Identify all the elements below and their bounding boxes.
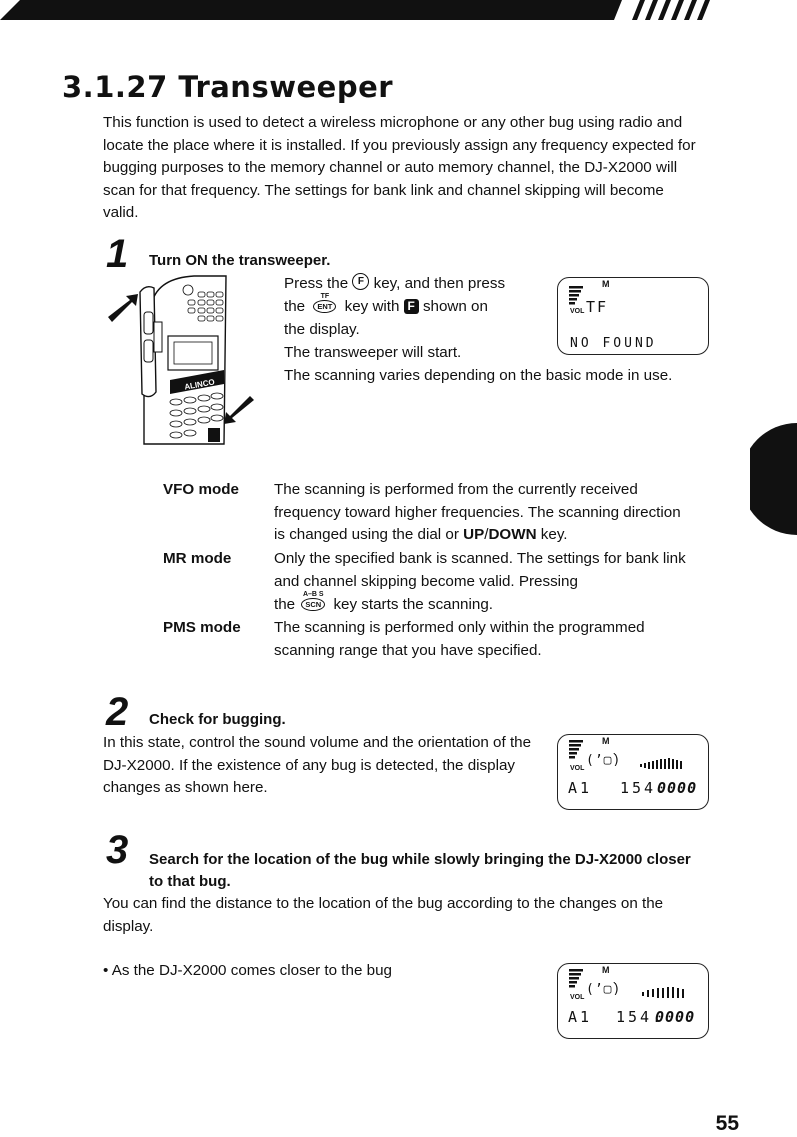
mr-mode-label: MR mode <box>163 550 232 567</box>
step-3-bullet: • As the DJ-X2000 comes closer to the bug <box>103 962 392 979</box>
ent-key-icon: TF ENT <box>313 300 336 313</box>
mr-mode-text: Only the specified bank is scanned. The settings for bank link and channel skipping become valid. Pressing <box>274 550 686 590</box>
step-3-title: Search for the location of the bug while slowly bringing the DJ-X2000 closer to that bug. <box>149 851 691 890</box>
volume-bars-icon <box>569 740 585 762</box>
step-2-title: Check for bugging. <box>149 711 286 728</box>
step-1-text-e: The scanning varies depending on the basic mode in use. <box>284 367 673 384</box>
page-number: 55 <box>715 1112 739 1135</box>
lcd-display-3: VOL M (’▢̀) A1 154. 0000 <box>557 963 709 1039</box>
step-1-text-c: the display. <box>284 321 360 338</box>
step-1-text-d: The transweeper will start. <box>284 344 462 361</box>
section-heading: 3.1.27 Transweeper <box>62 70 394 104</box>
vfo-mode-label: VFO mode <box>163 481 239 498</box>
signal-meter-icon <box>642 986 692 1000</box>
signal-meter-icon <box>640 757 690 771</box>
scn-key-icon: A–B S SCN <box>302 591 324 610</box>
step-3-text: You can find the distance to the location of the bug according to the changes on the display. <box>103 895 664 935</box>
vfo-mode-text: The scanning is performed from the currently received frequency toward higher frequencies. The scanning direction is changed using the dial or UP/DOWN key. <box>274 481 681 544</box>
radio-brand: ALINCO <box>183 377 216 392</box>
step-2-text: In this state, control the sound volume and the orientation of the DJ-X2000. If the existence of any bug is detected, the display changes as shown here. <box>103 734 532 797</box>
intro-paragraph: This function is used to detect a wireless microphone or any other bug using radio and locate the place where it is installed. If you previously assign any frequency expected for bugging purposes to the memory channel or auto memory channel, the DJ-X2000 will scan for that frequency. The settings for bank link and channel skipping will become valid. <box>103 114 696 222</box>
step-1-number: 1 <box>106 232 129 276</box>
lcd-display-2: VOL M (’▢̀) A1 154. 0000 <box>557 734 709 810</box>
arrow-left-icon <box>108 294 138 322</box>
mr-mode-text-b: the A–B S SCN key starts the scanning. <box>274 591 493 613</box>
pms-mode-text: The scanning is performed only within the programmed scanning range that you have specified. <box>274 619 645 659</box>
step-1-title: Turn ON the transweeper. <box>149 252 331 269</box>
header-bar <box>0 0 712 20</box>
step-3-number: 3 <box>106 828 129 872</box>
lcd-display-1: VOL M TF NO FOUND <box>557 277 709 355</box>
volume-bars-icon <box>569 286 585 308</box>
arrow-right-icon <box>224 396 254 424</box>
pms-mode-label: PMS mode <box>163 619 241 636</box>
step-1-text-b: the TF ENT key with F shown on <box>284 293 488 315</box>
step-2-number: 2 <box>106 690 129 734</box>
f-key-icon: F <box>352 273 369 290</box>
radio-illustration <box>104 272 264 447</box>
f-indicator-icon: F <box>404 299 419 314</box>
volume-bars-icon <box>569 969 585 991</box>
chapter-tab <box>750 423 797 535</box>
step-1-text-a: Press the F key, and then press <box>284 275 506 292</box>
